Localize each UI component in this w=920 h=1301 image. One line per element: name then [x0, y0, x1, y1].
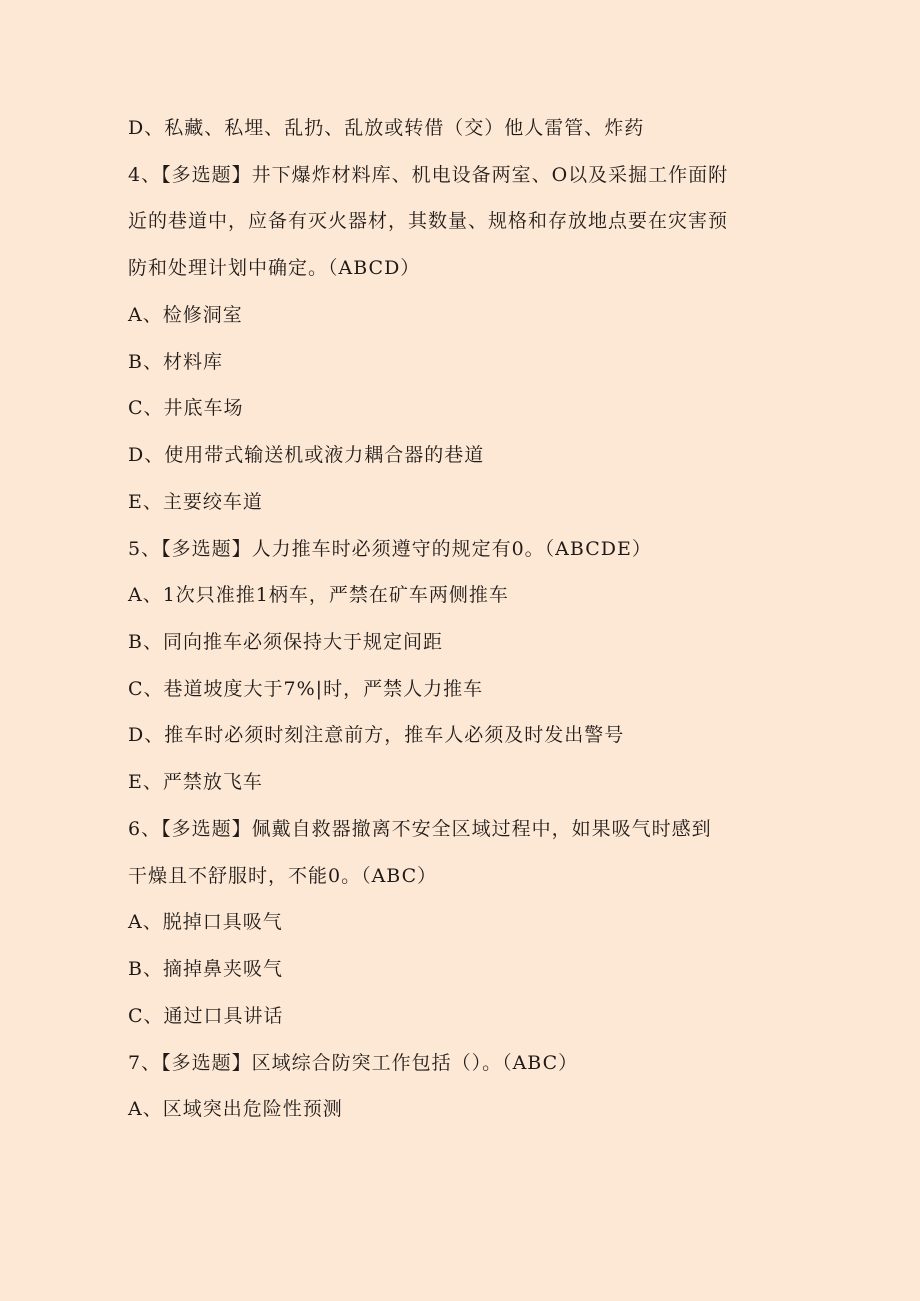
question-4-line-2: 近的巷道中，应备有灭火器材，其数量、规格和存放地点要在灾害预	[128, 210, 729, 232]
question-6-line-2: 干燥且不舒服时，不能0。（ABC）	[128, 865, 438, 887]
question-4-line-3: 防和处理计划中确定。（ABCD）	[128, 257, 421, 279]
question-6-option-c: C、通过口具讲话	[128, 1005, 284, 1027]
question-5-option-c: C、巷道坡度大于7%|时，严禁人力推车	[128, 678, 484, 700]
question-4-option-a: A、检修洞室	[128, 304, 243, 326]
question-6-line-1: 6、【多选题】佩戴自救器撤离不安全区域过程中，如果吸气时感到	[128, 818, 712, 840]
question-6-option-a: A、脱掉口具吸气	[128, 911, 283, 933]
question-5-option-d: D、推车时必须时刻注意前方，推车人必须及时发出警号	[128, 724, 625, 746]
question-7-line-1: 7、【多选题】区域综合防突工作包括（）。（ABC）	[128, 1052, 579, 1074]
question-6-option-b: B、摘掉鼻夹吸气	[128, 958, 283, 980]
question-5-option-a: A、1次只准推1柄车，严禁在矿车两侧推车	[128, 584, 509, 606]
option-d-q3: D、私藏、私埋、乱扔、乱放或转借（交）他人雷管、炸药	[128, 117, 645, 139]
question-4-option-d: D、使用带式输送机或液力耦合器的巷道	[128, 444, 485, 466]
question-4-option-b: B、材料库	[128, 351, 223, 373]
question-5-option-e: E、严禁放飞车	[128, 771, 263, 793]
question-4-option-c: C、井底车场	[128, 397, 244, 419]
question-5-line-1: 5、【多选题】人力推车时必须遵守的规定有0。（ABCDE）	[128, 538, 652, 560]
question-7-option-a: A、区域突出危险性预测	[128, 1098, 343, 1120]
question-4-line-1: 4、【多选题】井下爆炸材料库、机电设备两室、O以及采掘工作面附	[128, 164, 729, 186]
question-5-option-b: B、同向推车必须保持大于规定间距	[128, 631, 443, 653]
question-4-option-e: E、主要绞车道	[128, 491, 263, 513]
